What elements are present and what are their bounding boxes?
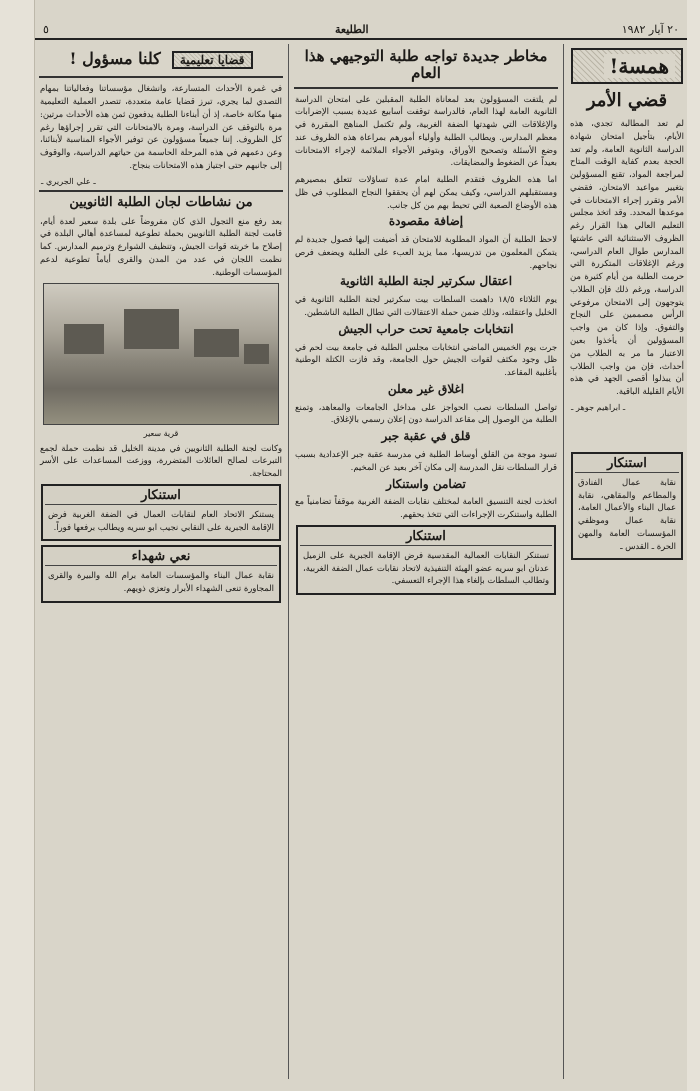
activities-body: بعد رفع منع التجول الذي كان مفروضاً على بلدة سعير لعدة أيام، قامت لجنة الطلبة الثانويين بحملة تطوعية لمساعدة أهالي البلدة في إصلاح ما خربته قوات الجيش، وتنظيف الشوارع وترميم المدارس. كما نظمت اللجان في عدد من المدن والقرى أياماً تطوعية لدعم المؤسسات الوطنية.: [40, 215, 282, 277]
column-middle: [292, 44, 560, 1079]
subhead-arrest-body: يوم الثلاثاء ١٨/٥ داهمت السلطات بيت سكرتير لجنة الطلبة الثانوية في الخليل واعتقلته، وذلك ضمن حملة الاعتقالات التي تطال الطلبة الناشطين.: [295, 294, 557, 318]
photo-caption: قرية سعير: [143, 428, 179, 438]
photo-building: [244, 344, 269, 364]
condemn-box-right: [571, 452, 683, 561]
subhead-aqabat-jabr-body: تسود موجة من القلق أوساط الطلبة في مدرسة عقبة جبر الإعدادية بسبب قرار السلطات نقل المدرسة إلى مكان آخر بعيد عن المخيم.: [295, 449, 557, 472]
subhead-elections-body: جرت يوم الخميس الماضي انتخابات مجلس الطلبة في جامعة بيت لحم في ظل وجود مكثف لقوات الجيش حول الجامعة، وقد فازت الكتلة الوطنية بأغلبية المقاعد.: [295, 341, 557, 378]
box-body: نقابة عمال الفنادق والمطاعم والمقاهي، نقابة عمال البناء والأعمال العامة، نقابة عمال وموظفي المؤسسات العامة والمهن الحرة ـ القدس ـ: [578, 476, 676, 551]
issue-date: ٢٠ آيار ١٩٨٢: [621, 23, 679, 36]
hamsa-logo: [571, 48, 683, 84]
subhead-arrest: اعتقال سكرتير لجنة الطلبة الثانوية: [339, 274, 513, 289]
subhead-elections: انتخابات جامعية تحت حراب الجيش: [338, 321, 514, 336]
page-number: ٥: [43, 23, 49, 36]
village-photo: [43, 283, 279, 425]
box-title: استنكار: [45, 488, 277, 505]
article-divider: [39, 190, 283, 192]
subhead-addition-body: لاحظ الطلبة أن المواد المطلوبة للامتحان قد أضيفت إليها فصول جديدة لم يتمكن المعلمون من تدريسها، مما يزيد العبء على الطلبة ويضعف فرص نجاحهم.: [295, 234, 557, 270]
subhead-solidarity-body: اتخذت لجنة التنسيق العامة لمختلف نقابات الضفة الغربية موقفاً تضامنياً مع الطلبة واستنكرت الإجراءات التي تتخذ بحقهم.: [295, 496, 557, 520]
column-rule-left: [288, 44, 289, 1079]
condemn-box-middle: [296, 525, 556, 595]
section-title: كلنا مسؤول !: [69, 49, 161, 68]
column-right: [567, 44, 687, 1079]
article-body-b: اما هذه الظروف فتقدم الطلبة امام عدة تساؤلات تتعلق بمصيرهم ومستقبلهم الدراسي، وكيف يمكن لهم أن يحققوا النجاح المطلوب في ظل هذه الأوضاع الصعبة التي تحيط بهم من كل جانب.: [295, 174, 557, 210]
section-divider: [39, 76, 283, 78]
subhead-closure-body: تواصل السلطات نصب الحواجز على مداخل الجامعات والمعاهد، وتمنع الطلبة من الوصول إلى مقاعد الدراسة دون إعلان رسمي بالإغلاق.: [295, 401, 557, 425]
subhead-closure: اغلاق غير معلن: [387, 381, 465, 396]
subhead-aqabat-jabr: قلق في عقبة جبر: [381, 429, 471, 444]
box-title: استنكار: [300, 529, 552, 546]
condemn-box-left: [41, 484, 281, 542]
editorial-body: في غمرة الأحداث المتسارعة، وانشغال مؤسساتنا وفعالياتنا بمهام التصدي لما يجري، تبرز قضايا عامة متعددة، تتصدر العملية التعليمية منها مكانة خاصة، إذ أن أبناءنا الطلبة يدفعون ثمن هذه الأحداث مرتين: مرة بالتوقف عن الدراسة، ومرة بالامتحانات التي تقرر إجراؤها رغم كل الظروف. إننا جميعاً مسؤولون عن توفير الأجواء المناسبة لأبنائنا، وعن دعمهم في هذه المرحلة الحاسمة من حياتهم الدراسية، والوقوف إلى جانبهم حتى اجتياز هذه الامتحانات بنجاح.: [40, 83, 282, 170]
logo-text: همسة!: [604, 54, 675, 78]
paper-name: الطليعة: [335, 23, 369, 36]
editorial-signature: ـ علي الجريري ـ: [41, 175, 96, 186]
box-body: يستنكر الاتحاد العام لنقابات العمال في الضفة الغربية فرض الإقامة الجبرية على النقابي نجيب ابو سريه ويطالب برفعها فوراً.: [48, 508, 274, 532]
article-body-a: لم يلتفت المسؤولون بعد لمعاناة الطلبة المقبلين على امتحان الدراسة الثانوية العامة لهذا العام، فالدراسة توقفت أسابيع عديدة بسبب الإضرابات والإغلاقات التي شهدتها الضفة الغربية، ولم تكتمل المناهج المقررة في معظم المدارس. ويطالب الطلبة وأولياء أمورهم بمراعاة هذه الظروف عند وضع الأسئلة وتصحيح الأوراق، وبتوفير الأجواء الملائمة لإجراء الامتحانات بعيداً عن الضغوط والمضايقات.: [295, 93, 557, 168]
column-rule-right: [563, 44, 564, 1079]
box-title: نعي شهداء: [45, 549, 277, 566]
box-body: تستنكر النقابات العمالية المقدسية فرض الإقامة الجبرية على الزميل عدنان ابو سريه عضو الهيئة التنفيذية لاتحاد نقابات عمال الضفة الغربية، وتطالب السلطات بإلغاء هذا الإجراء التعسفي.: [303, 549, 549, 586]
photo-building: [124, 309, 179, 349]
photo-building: [64, 324, 104, 354]
column-body: لم تعد المطالبة تجدي، هذه الأيام، بتأجيل امتحان شهادة الدراسة الثانوية العامة، ولم تعد الحجة بعدم كفاية الوقت المتاح لمراجعة المواد، تقنع المسؤولين بتغيير مواعيد الامتحان، فقضي الأمر وتقرر إجراء الامتحانات في موعدها المحدد. وقد اتخذ مجلس التعليم العالي هذا القرار رغم الظروف الاستثنائية التي عاشتها المدارس طوال العام الدراسي، ورغم الإغلاقات المتكررة التي حرمت الطلبة من أيام كثيرة من الدراسة، ورغم ذلك فإن الطلاب يتوجهون إلى الامتحان مرفوعي الرأس مصممين على النجاح والتفوق. وإذا كان من واجب المسؤولين أن يأخذوا بعين الاعتبار ما مر به الطلاب من أحداث، فإن من واجب الطلاب أن يبذلوا أقصى الجهد في هذه الأيام القليلة الباقية.: [570, 118, 684, 397]
column-title: قضي الأمر: [586, 90, 668, 111]
subhead-solidarity: تضامن واستنكار: [386, 476, 466, 491]
page-header: [35, 22, 687, 40]
column-signature: ـ ابراهيم جوهر ـ: [571, 401, 626, 412]
section-header: [37, 46, 285, 72]
box-title: استنكار: [575, 456, 679, 473]
newspaper-page: [34, 0, 687, 1091]
section-tag: قضايا تعليمية: [172, 51, 253, 69]
main-headline: مخاطر جديدة تواجه طلبة التوجيهي هذا العام: [304, 47, 548, 83]
activities-headline: من نشاطات لجان الطلبة الثانويين: [69, 194, 253, 210]
column-left: [37, 44, 285, 1079]
martyrs-box: [41, 545, 281, 603]
subhead-addition: إضافة مقصودة: [388, 214, 464, 229]
box-body: نقابة عمال البناء والمؤسسات العامة برام الله والبيرة والقرى المجاورة تنعى الشهداء الأبرار وتعزي ذويهم.: [48, 570, 274, 594]
headline-divider: [294, 87, 558, 89]
activities-body-continued: وكانت لجنة الطلبة الثانويين في مدينة الخليل قد نظمت حملة لجمع التبرعات لصالح العائلات المتضررة، ووزعت المساعدات على الأسر المحتاجة.: [40, 442, 282, 479]
photo-building: [194, 329, 239, 357]
